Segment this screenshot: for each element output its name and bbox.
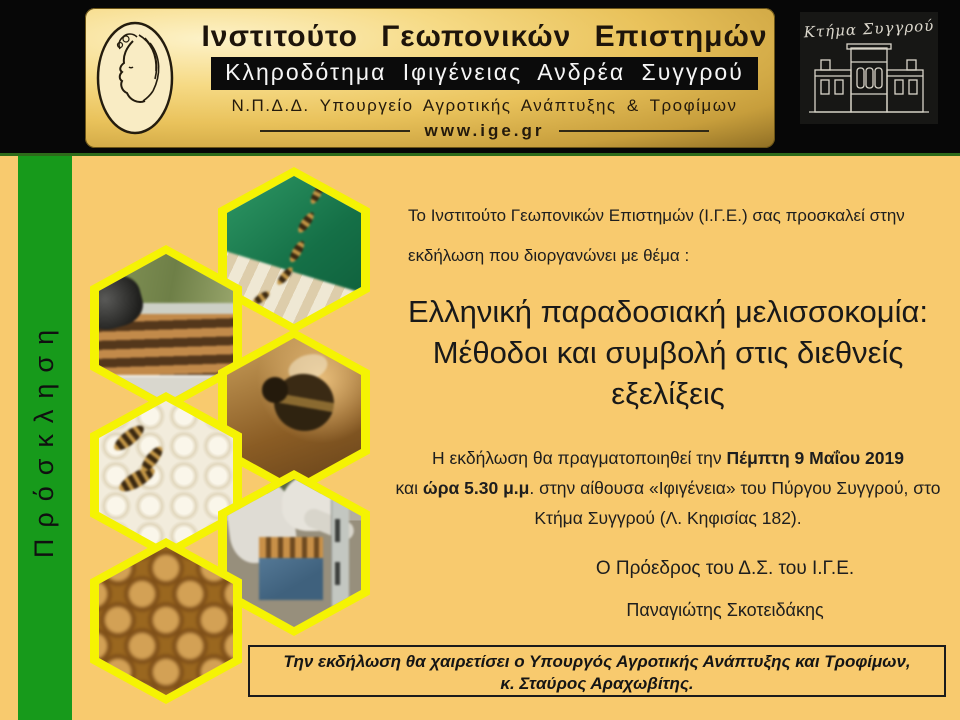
event-title-line-1: Ελληνική παραδοσιακή μελισσοκομία: <box>407 294 929 329</box>
photo-art <box>227 479 361 627</box>
details-line-1-text: Η εκδήλωση θα πραγματοποιηθεί την <box>431 448 727 468</box>
minister-note-line-1: Την εκδήλωση θα χαιρετίσει ο Υπουργός Αγροτικής Ανάπτυξης και Τροφίμων, <box>283 652 911 671</box>
minister-note-box <box>248 645 946 697</box>
banner-text <box>200 8 769 148</box>
coin-profile-icon <box>93 15 177 141</box>
signature-role: Ο Πρόεδρος του Δ.Σ. του Ι.Γ.Ε. <box>595 558 855 579</box>
sidebar-green-bar <box>18 156 72 720</box>
details-line-1 <box>390 443 946 473</box>
bee-shape <box>111 421 148 454</box>
rule-right <box>559 130 709 132</box>
photo-art <box>99 254 233 402</box>
event-details <box>390 443 946 533</box>
bee-shape <box>250 289 271 307</box>
invitation-vertical-label: Πρόσκληση <box>29 318 60 558</box>
institute-title: Ινστιτούτο Γεωπονικών Επιστημών <box>201 20 768 53</box>
photo-art <box>99 547 233 695</box>
website-url: www.ige.gr <box>424 121 545 140</box>
hive-frames-shape <box>259 537 322 558</box>
estate-logo-box <box>800 12 938 124</box>
institute-banner <box>85 8 775 148</box>
photo-art <box>227 176 361 324</box>
estate-building-icon <box>807 40 931 118</box>
details-line-2-text1: και <box>395 478 423 498</box>
details-line-3: Κτήμα Συγγρού (Λ. Κηφισίας 182). <box>534 508 802 528</box>
minister-note-line-2: κ. Σταύρος Αραχωβίτης. <box>500 674 694 693</box>
event-time: ώρα 5.30 μ.μ <box>422 478 530 498</box>
ministry-line: Ν.Π.Δ.Δ. Υπουργείο Αγροτικής Ανάπτυξης & Τροφίμων <box>231 96 738 115</box>
photo-art <box>227 338 361 486</box>
signature-name: Παναγιώτης Σκοτειδάκης <box>626 600 824 620</box>
plank-slot-shape <box>335 519 340 543</box>
event-title-line-3: εξελίξεις <box>611 376 725 411</box>
plank-shape <box>331 499 348 606</box>
bequest-subtitle: Κληροδότημα Ιφιγένειας Ανδρέα Συγγρού <box>211 57 758 90</box>
estate-logo-title: Κτήμα Συγγρού <box>803 16 935 42</box>
details-line-2-text2: . στην αίθουσα «Ιφιγένεια» του Πύργου Συγγρού, στο <box>529 478 941 498</box>
event-title-line-2: Μέθοδοι και συμβολή στις διεθνείς <box>432 335 904 370</box>
website-row <box>200 121 769 141</box>
photo-art <box>99 401 233 549</box>
plank-slot-shape <box>335 562 340 586</box>
event-date: Πέμπτη 9 Μαΐου 2019 <box>726 448 904 468</box>
rule-left <box>260 130 410 132</box>
event-title <box>390 291 946 414</box>
intro-line-1: Το Ινστιτούτο Γεωπονικών Επιστημών (Ι.Γ.Ε.) σας προσκαλεί στην <box>408 206 905 225</box>
details-line-2 <box>390 473 946 503</box>
bee-head-shape <box>262 377 288 402</box>
intro-line-2: εκδήλωση που διοργανώνει με θέμα : <box>408 246 690 265</box>
header-band <box>0 0 960 156</box>
